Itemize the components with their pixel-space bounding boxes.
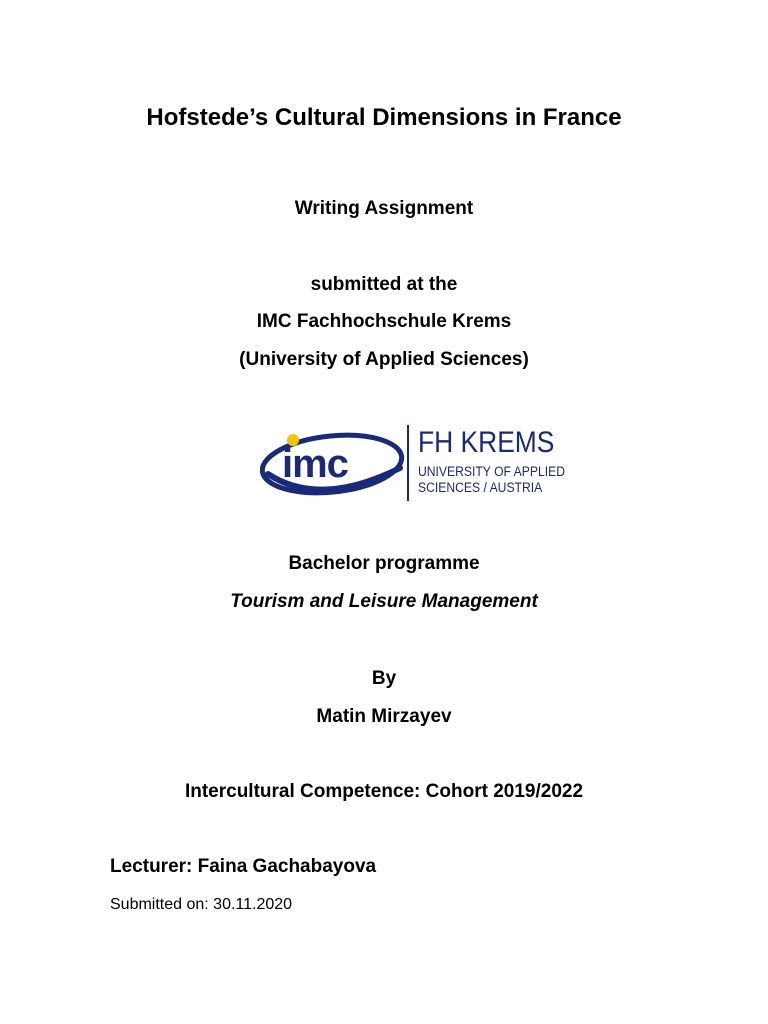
institution-subtitle: (University of Applied Sciences)	[239, 349, 529, 370]
fh-krems-text: FH KREMS	[418, 426, 555, 459]
institution-name: IMC Fachhochschule Krems	[256, 311, 512, 332]
logo-divider	[407, 425, 409, 501]
submitted-at-label: submitted at the	[310, 274, 458, 295]
programme-name: Tourism and Leisure Management	[230, 591, 538, 612]
course-info: Intercultural Competence: Cohort 2019/2022	[184, 781, 584, 802]
programme-label: Bachelor programme	[288, 553, 480, 574]
author-name: Matin Mirzayev	[316, 706, 452, 727]
assignment-type: Writing Assignment	[294, 198, 474, 219]
lecturer-name: Lecturer: Faina Gachabayova	[110, 856, 377, 877]
logo-sciences-line: SCIENCES / AUSTRIA	[418, 480, 543, 495]
logo-university-line: UNIVERSITY OF APPLIED	[418, 464, 565, 479]
imc-logo-mark-icon	[260, 422, 410, 504]
submission-date: Submitted on: 30.11.2020	[110, 896, 293, 913]
document-title: Hofstede’s Cultural Dimensions in France	[146, 104, 622, 131]
imc-mark-text: imc	[282, 442, 348, 486]
by-label: By	[371, 668, 397, 689]
imc-fh-krems-logo	[260, 422, 564, 504]
